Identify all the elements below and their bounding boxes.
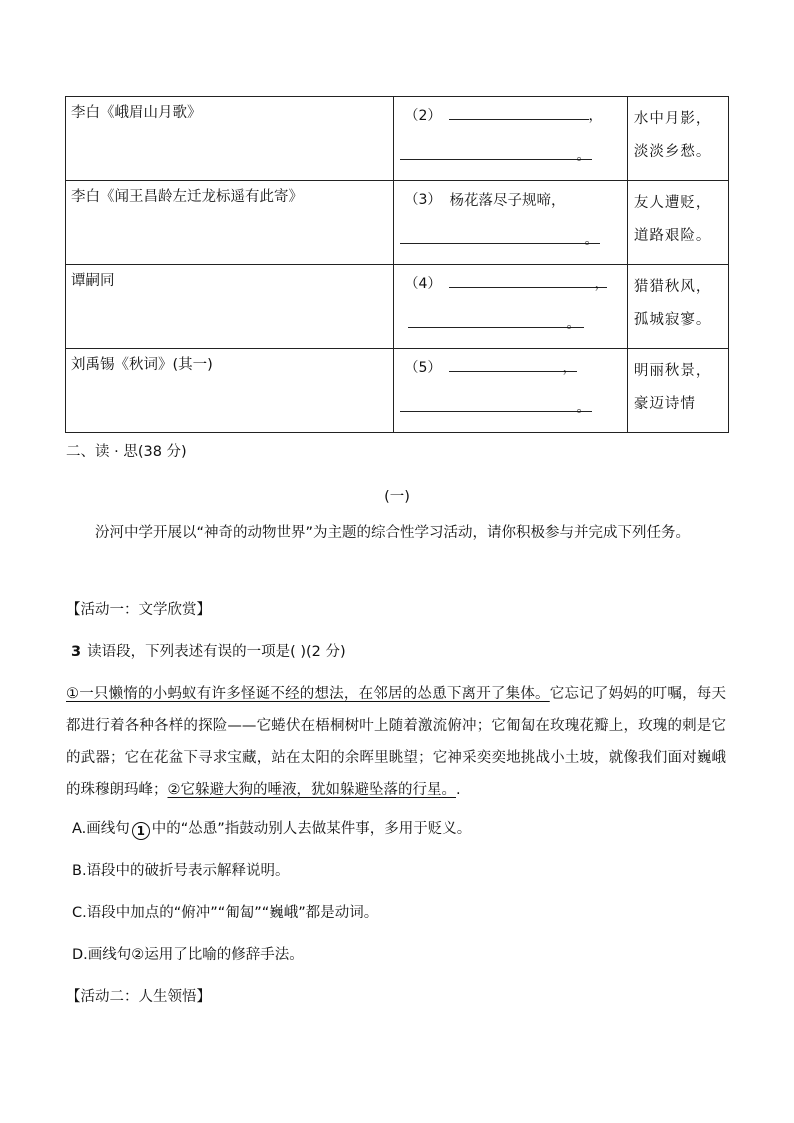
- blank-number: （4）: [404, 276, 442, 292]
- underlined-sentence-1: ①一只懒惰的小蚂蚁有许多怪诞不经的想法，在邻居的怂恿下离开了集体。: [66, 686, 550, 702]
- fill-blank-line[interactable]: [449, 269, 607, 288]
- blank-cell: [394, 265, 627, 349]
- author-title: 李白《闻王昌龄左迁龙标遥有此寄》: [71, 189, 303, 205]
- passage-end: .: [456, 782, 461, 798]
- blank-number: （5）: [404, 360, 442, 376]
- blank-cell: [394, 349, 627, 433]
- blank-comma: ，: [562, 360, 577, 376]
- blank-period: 。: [566, 316, 581, 332]
- author-cell: [66, 181, 394, 265]
- blank-number: （3）: [404, 192, 442, 208]
- part-one-heading: (一): [384, 489, 410, 505]
- author-title: 刘禹锡《秋词》(其一): [71, 357, 213, 373]
- note-line: 明丽秋景，: [633, 363, 712, 379]
- note-cell: [627, 181, 728, 265]
- poem-table: [65, 96, 729, 433]
- note-line: 道路艰险。: [633, 228, 712, 244]
- note-line: 猎猎秋风，: [633, 279, 712, 295]
- option-a[interactable]: [72, 817, 471, 840]
- reading-passage: [66, 678, 726, 806]
- note-line: 孤城寂寥。: [633, 312, 712, 328]
- option-a-prefix: A.画线句: [72, 821, 130, 837]
- note-cell: [627, 349, 728, 433]
- fill-blank-line[interactable]: [408, 309, 584, 328]
- question-text: 读语段，下列表述有误的一项是( )(2 分): [87, 644, 346, 660]
- activity-one-heading: 【活动一：文学欣赏】: [66, 602, 211, 618]
- table-row: [66, 97, 729, 181]
- author-title: 李白《峨眉山月歌》: [71, 105, 202, 121]
- blank-period: 。: [584, 232, 599, 248]
- fill-blank-line[interactable]: [400, 393, 592, 412]
- fill-blank-line[interactable]: [400, 225, 600, 244]
- table-row: [66, 265, 729, 349]
- note-line: 水中月影，: [633, 111, 712, 127]
- blank-number: （2）: [404, 108, 442, 124]
- question-number: 3: [71, 644, 82, 660]
- intro-paragraph: 汾河中学开展以“神奇的动物世界”为主题的综合性学习活动，请你积极参与并完成下列任务。: [95, 525, 691, 541]
- blank-comma: ，: [588, 108, 603, 124]
- author-title: 谭嗣同: [71, 273, 115, 289]
- blank-comma: ，: [594, 276, 609, 292]
- option-c[interactable]: C.语段中加点的“俯冲”“匍匐”“巍峨”都是动词。: [72, 905, 379, 921]
- question-3: [71, 640, 346, 661]
- note-cell: [627, 97, 728, 181]
- blank-period: 。: [576, 400, 591, 416]
- passage-body: 它忘记了妈妈的叮嘱，每天都进行着各种各样的探险——它蜷伏在梧桐树叶上随着激流俯冲；它匍匐在玫瑰花瓣上，玫瑰的刺是它的武器；它在花盆下寻求宝藏，站在太阳的余晖里眺望；它神采奕奕地挑战小土坡，就像我们面对巍峨的珠穆朗玛峰；: [66, 686, 726, 798]
- section-two-heading: 二、读 · 思(38 分): [66, 444, 187, 460]
- option-d[interactable]: D.画线句②运用了比喻的修辞手法。: [72, 947, 304, 963]
- blank-period: 。: [576, 148, 591, 164]
- note-cell: [627, 265, 728, 349]
- note-line: 豪迈诗情: [633, 396, 696, 412]
- note-line: 友人遭贬，: [633, 195, 712, 211]
- note-line: 淡淡乡愁。: [633, 144, 712, 160]
- fill-blank-line[interactable]: [449, 353, 577, 372]
- underlined-sentence-2: ②它躲避大狗的唾液，犹如躲避坠落的行星。: [167, 782, 456, 798]
- given-line: 杨花落尽子规啼，: [449, 193, 566, 209]
- fill-blank-line[interactable]: [400, 141, 592, 160]
- blank-cell: [394, 181, 627, 265]
- table-row: [66, 349, 729, 433]
- option-a-text: 中的“怂恿”指鼓动别人去做某件事，多用于贬义。: [151, 821, 472, 837]
- table-row: [66, 181, 729, 265]
- author-cell: [66, 349, 394, 433]
- author-cell: [66, 265, 394, 349]
- fill-blank-line[interactable]: [449, 101, 589, 120]
- circled-number: 1: [132, 822, 150, 840]
- blank-cell: [394, 97, 627, 181]
- option-b[interactable]: B.语段中的破折号表示解释说明。: [72, 863, 290, 879]
- activity-two-heading: 【活动二：人生领悟】: [66, 989, 211, 1005]
- author-cell: [66, 97, 394, 181]
